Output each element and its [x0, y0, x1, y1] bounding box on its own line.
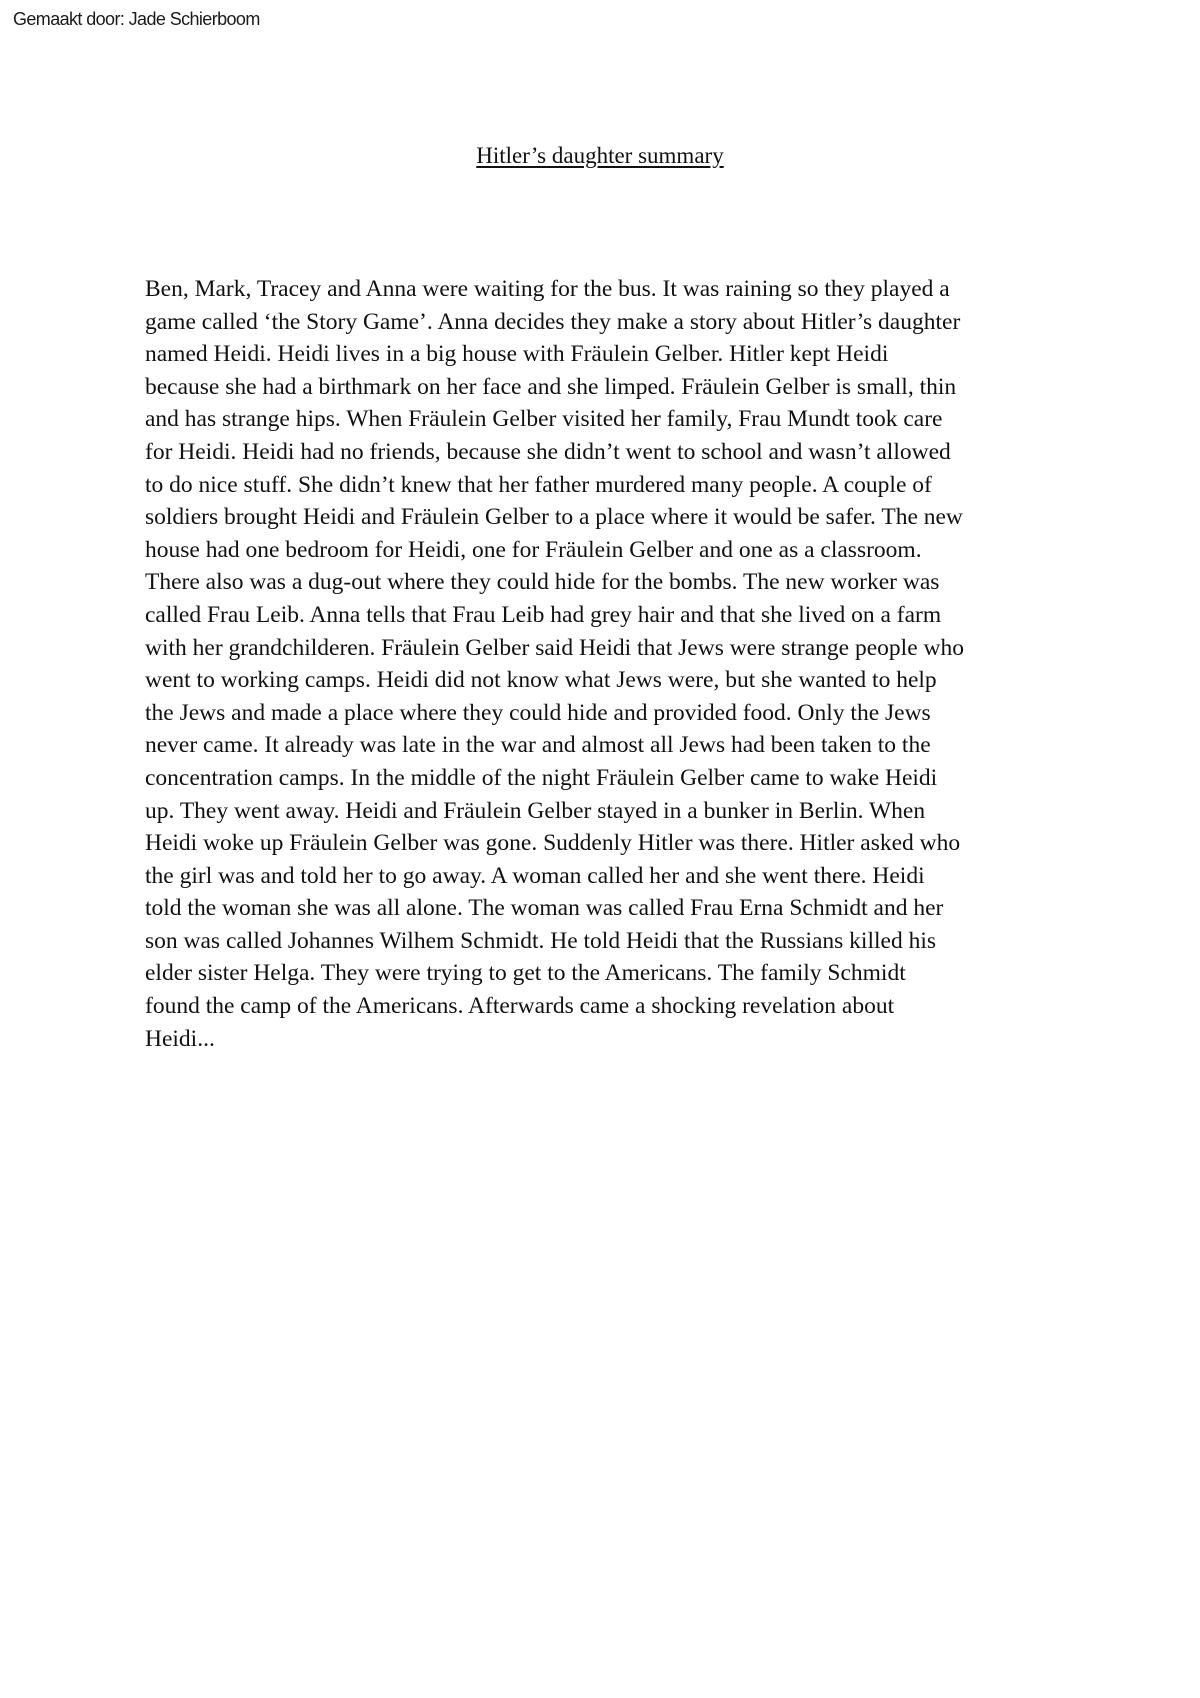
paragraph-line: elder sister Helga. They were trying to get to the Americans. The family Schmidt	[145, 960, 906, 987]
paragraph-line: and has strange hips. When Fräulein Gelber visited her family, Frau Mundt took care	[145, 406, 943, 433]
paragraph-line: because she had a birthmark on her face and she limped. Fräulein Gelber is small, thin	[145, 373, 957, 400]
paragraph-line: concentration camps. In the middle of the night Fräulein Gelber came to wake Heidi	[145, 764, 938, 791]
paragraph-line: to do nice stuff. She didn’t knew that her father murdered many people. A couple of	[145, 471, 932, 498]
paragraph-line: called Frau Leib. Anna tells that Frau Leib had grey hair and that she lived on a farm	[145, 601, 942, 628]
page-title: Hitler’s daughter summary	[476, 143, 724, 168]
paragraph-line: never came. It already was late in the war and almost all Jews had been taken to the	[145, 732, 931, 759]
paragraph-line: up. They went away. Heidi and Fräulein Gelber stayed in a bunker in Berlin. When	[145, 797, 926, 824]
paragraph-line: the Jews and made a place where they could hide and provided food. Only the Jews	[145, 699, 931, 726]
paragraph-line: named Heidi. Heidi lives in a big house with Fräulein Gelber. Hitler kept Heidi	[145, 341, 889, 368]
paragraph-line: soldiers brought Heidi and Fräulein Gelber to a place where it would be safer. The new	[145, 504, 963, 531]
paragraph-line: son was called Johannes Wilhem Schmidt. He told Heidi that the Russians killed his	[145, 927, 936, 954]
summary-paragraph	[145, 273, 1080, 1055]
paragraph-line: Heidi...	[145, 1025, 215, 1052]
paragraph-line: with her grandchilderen. Fräulein Gelber said Heidi that Jews were strange people who	[145, 634, 964, 661]
author-note: Gemaakt door: Jade Schierboom	[13, 9, 260, 29]
paragraph-line: went to working camps. Heidi did not know what Jews were, but she wanted to help	[145, 667, 937, 694]
paragraph-line: There also was a dug-out where they could hide for the bombs. The new worker was	[145, 569, 940, 596]
paragraph-line: told the woman she was all alone. The woman was called Frau Erna Schmidt and her	[145, 895, 944, 922]
paragraph-line: Ben, Mark, Tracey and Anna were waiting for the bus. It was raining so they played a	[145, 276, 950, 302]
paragraph-line: Heidi woke up Fräulein Gelber was gone. Suddenly Hitler was there. Hitler asked who	[145, 830, 961, 857]
paragraph-line: for Heidi. Heidi had no friends, because she didn’t went to school and wasn’t allowed	[145, 438, 951, 465]
paragraph-line: found the camp of the Americans. Afterwards came a shocking revelation about	[145, 993, 895, 1020]
paragraph-line: house had one bedroom for Heidi, one for Fräulein Gelber and one as a classroom.	[145, 536, 922, 563]
paragraph-line: the girl was and told her to go away. A woman called her and she went there. Heidi	[145, 862, 925, 889]
paragraph-line: game called ‘the Story Game’. Anna decides they make a story about Hitler’s daughter	[145, 308, 961, 335]
